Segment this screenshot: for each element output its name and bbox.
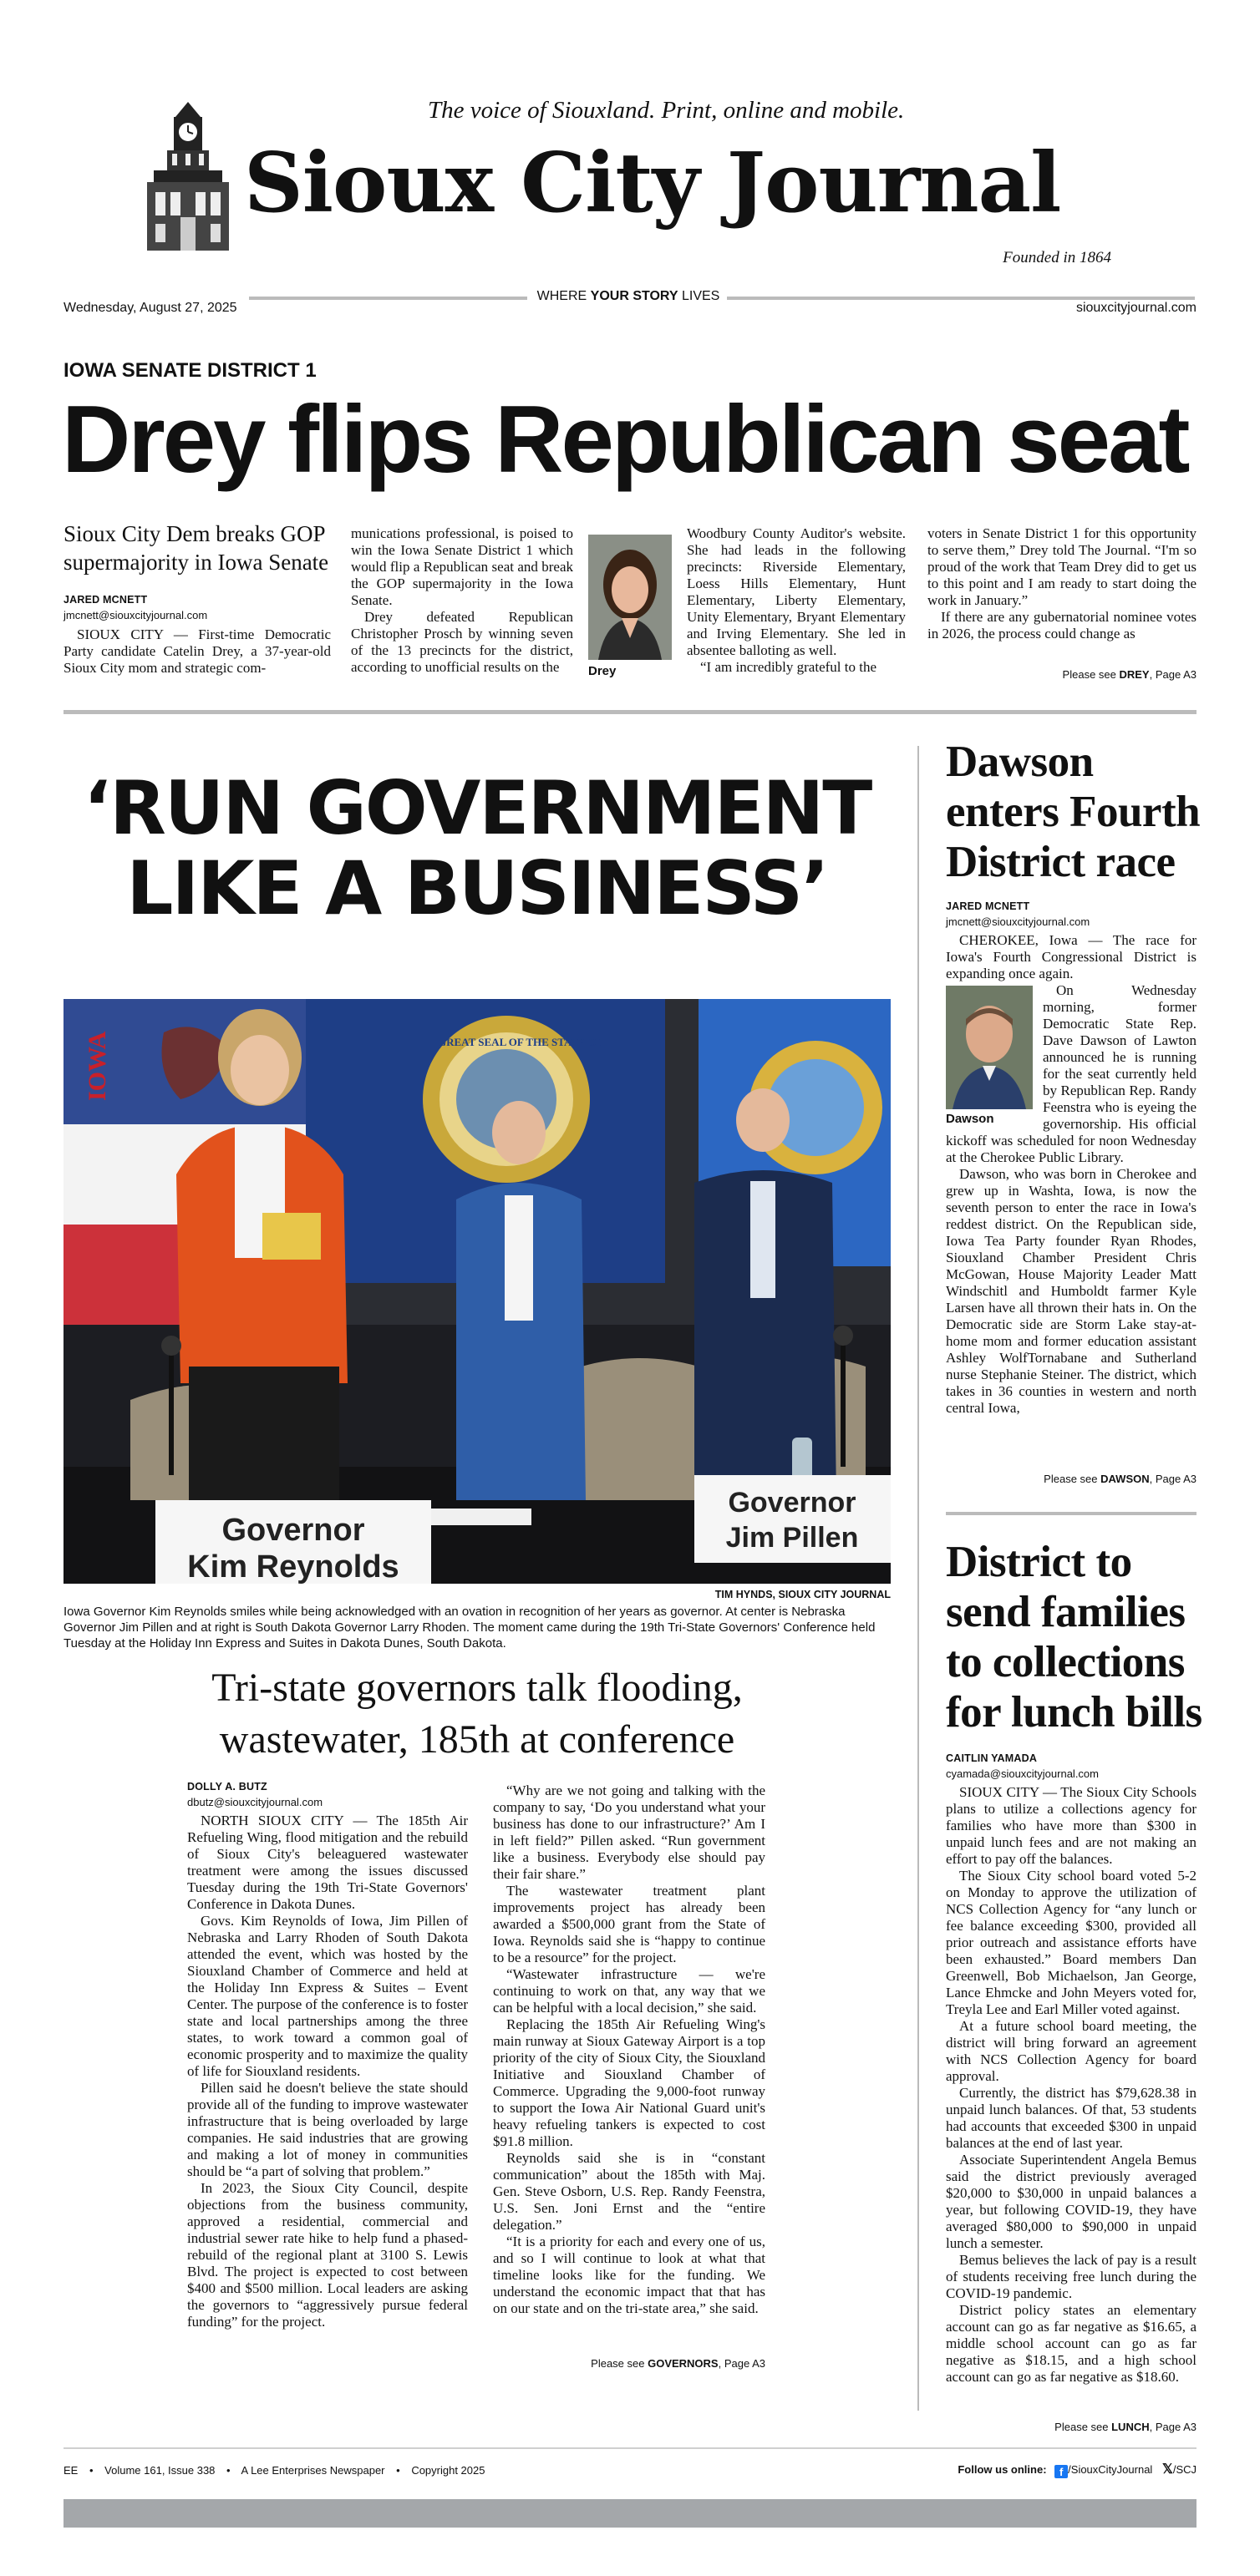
slogan-pre: WHERE [536,289,591,303]
paragraph: The Sioux City school board voted 5-2 on Monday to approve the utilization of NCS Collection Agency for “any lunch or fee balance exceeding $300, provided all prior outreach and assistance efforts have been exhausted.” Board members Dan Greenwell, Bob Michaelson, Jan George, Lance Ehmcke and John Meyers voted for, Treyla Lee and Earl Miller voted against. [946,1868,1196,2017]
paragraph: Currently, the district has $79,628.38 in unpaid lunch balances. Of that, 53 students had accounts that exceeded $300 in unpaid balances at the end of last year. [946,2085,1196,2151]
paragraph: “Wastewater infrastructure — we're continuing to work on that, any way that we can be helpful with a local decision,” she said. [493,1966,765,2016]
jump-bold: LUNCH [1111,2421,1150,2433]
x-link[interactable] [1162,2463,1196,2476]
copyright: Copyright 2025 [411,2464,485,2477]
dawson-photo-wrap [946,986,1034,1128]
slogan-post: LIVES [678,289,720,303]
main-subhead[interactable] [64,1662,891,1766]
sidebar2-headline[interactable]: District to send families to collections for lunch bills [946,1538,1202,1737]
paragraph: SIOUX CITY — The Sioux City Schools plans to utilize a collections agency for families who have more than $300 in unpaid lunch fees and are not making an effort to pay off the balances. [946,1784,1196,1867]
masthead-title: Sioux City Journal [244,135,1061,231]
placard-left-line1: Governor [221,1513,365,1548]
footer-rule [64,2447,1196,2449]
paragraph: If there are any gubernatorial nominee votes in 2026, the process could change as [927,609,1196,641]
iowa-flag-text: IOWA [84,1031,111,1101]
jump-pre: Please see [591,2357,648,2370]
jump-bold: DAWSON [1100,1473,1150,1485]
paragraph: CHEROKEE, Iowa — The race for Iowa's Fourth Congressional District is expanding once again. [946,932,1196,981]
main-byline: DOLLY A. BUTZ [187,1781,267,1793]
publisher: A Lee Enterprises Newspaper [241,2464,385,2477]
clock-tower-logo [142,100,234,251]
paragraph: Pillen said he doesn't believe the state should provide all of the funding to improve wastewater infrastructure that is being overloaded by large companies. He said industries that are growing and making a lot of money in communities should be “a part of solving that problem.” [187,2080,468,2179]
paragraph: NORTH SIOUX CITY — The 185th Air Refueling Wing, flood mitigation and the rebuild of Sioux City's beleaguered wastewater treatment were among the issues discussed Tuesday during the 19th Tri-State Governors' Conference in Dakota Dunes. [187,1813,468,1912]
placard-right-line2: Jim Pillen [725,1522,859,1554]
drey-photo-caption: Drey [588,664,617,678]
masthead-rule-right [727,297,1195,300]
top-story-col4 [927,525,1196,642]
footer-bar [64,2499,1196,2528]
edition-code: EE [64,2464,79,2477]
dateline: Wednesday, August 27, 2025 [64,301,237,315]
paragraph: SIOUX CITY — First-time Democratic Party candidate Catelin Drey, a 37-year-old Sioux City mom and strategic com- [64,626,331,676]
founded-text: Founded in 1864 [1003,249,1111,266]
paragraph: Dawson, who was born in Cherokee and grew up in Washta, Iowa, is now the seventh person to enter the race in Iowa's reddest district. On the Republican side, Iowa Tea Party founder Ryan Rhodes, Siouxland Chamber President Chris McGowan, House Majority Leader Matt Windschitl and Humboldt farmer Kyle Larsen have all thrown their hats in. On the Democratic side are Storm Lake stay-at-home mom and former education assistant Ashley WolfTornabane and Sutherland nurse Stephanie Steiner. The district, which takes in 36 counties in western and north central Iowa, [946,1166,1196,1416]
main-email: dbutz@siouxcityjournal.com [187,1796,323,1808]
main-subhead-line1: Tri-state governors talk flooding, [211,1666,743,1710]
main-col2 [493,1782,765,2317]
volume-issue: Volume 161, Issue 338 [104,2464,216,2477]
jump-bold: DREY [1119,668,1150,681]
sidebar1-email: jmcnett@siouxcityjournal.com [946,915,1090,928]
top-story-headline[interactable]: Drey flips Republican seat [62,387,1188,493]
main-photo-caption: Iowa Governor Kim Reynolds smiles while being acknowledged with an ovation in recognition of her years as governor. At center is Nebraska Governor Jim Pillen and at right is South Dakota Governor Larry Rhoden. The moment came during the 19th Tri-State Governors' Conference held Tuesday at the Holiday Inn Express and Suites in Dakota Dunes, South Dakota. [64,1605,876,1651]
facebook-link[interactable] [1054,2463,1156,2476]
jump-post: , Page A3 [1149,2421,1196,2433]
top-story-col1 [64,626,331,677]
paragraph: Woodbury County Auditor's website. She had leads in the following precincts: Riverside Elementary, Loess Hills Elementary, Hunt Elementary, Liberty Elementary, Unity Elementary, Bryant Elementary and Irving Elementary. She led in absentee balloting as well. [687,525,906,658]
main-col1 [187,1813,468,2330]
x-icon: 𝕏 [1161,2462,1173,2477]
jump-post: , Page A3 [1149,668,1196,681]
top-story-email: jmcnett@siouxcityjournal.com [64,609,208,621]
masthead-rule-left [249,297,527,300]
jump-post: , Page A3 [718,2357,765,2370]
paragraph: Reynolds said she is in “constant communication” about the 185th with Maj. Gen. Steve Osborn, U.S. Rep. Randy Feenstra, U.S. Sen. Joni Ernst and the “entire delegation.” [493,2150,765,2233]
slogan-bold: YOUR STORY [590,289,678,303]
sidebar-divider [946,1512,1196,1515]
sidebar1-jump[interactable] [946,1473,1196,1485]
paragraph: In 2023, the Sioux City Council, despite objections from the business community, approved a residential, commercial and industrial sewer rate hike to help fund a phased-rebuild of the regional plant at 3100 S. Lewis Blvd. The project is expected to cost between $400 and $500 million. Local leaders are asking the governors to “aggressively pursue federal funding” for the project. [187,2180,468,2330]
top-story-col2 [351,525,573,676]
paragraph: District policy states an elementary account can go as far negative as $16.65, a middle school account can go as far negative as $18.15, and a high school account can go as far negative as $18.60. [946,2302,1196,2385]
top-story-jump[interactable] [986,668,1196,681]
jump-pre: Please see [1062,668,1120,681]
paragraph: The wastewater treatment plant improvements project has already been awarded a $500,000 grant from the State of Iowa. Reynolds said she is “happy to continue to be a resource” for the project. [493,1883,765,1965]
follow-label: Follow us online: [958,2463,1047,2476]
top-story-byline: JARED MCNETT [64,594,148,606]
sidebar1-byline: JARED MCNETT [946,900,1030,912]
section-divider [64,710,1196,714]
paragraph: Associate Superintendent Angela Bemus said the district previously averaged $20,000 to $30,000 in unpaid balances a year, but following COVID-19, they have averaged $80,000 to $90,000 in unpaid lunch a semester. [946,2152,1196,2251]
sidebar1-body [946,932,1196,1417]
paragraph: “I am incredibly grateful to the [700,659,876,675]
jump-post: , Page A3 [1149,1473,1196,1485]
drey-headshot [588,535,672,660]
main-headline-line1: ‘RUN GOVERNMENT [83,765,871,851]
jump-bold: GOVERNORS [648,2357,719,2370]
x-handle: /SCJ [1172,2463,1196,2476]
masthead [0,0,1260,317]
slogan [531,289,725,304]
jump-pre: Please see [1054,2421,1112,2433]
main-subhead-line2: wastewater, 185th at conference [219,1717,735,1762]
tagline: The voice of Siouxland. Print, online and mobile. [428,97,905,124]
paragraph: voters in Senate District 1 for this opportunity to serve them,” Drey told The Journal. “I'm so proud of the work that Team Drey did to get us to this point and I am ready to start doing the work in January.” [927,525,1196,608]
main-headline-line2: LIKE A BUSINESS’ [126,845,828,931]
main-photo [64,999,891,1584]
paragraph: Drey defeated Republican Christopher Prosch by winning seven of the 13 precincts for the district, according to unofficial results on the [351,609,573,675]
seal-text: GREAT SEAL OF THE STATE OF [438,1036,604,1048]
jump-pre: Please see [1044,1473,1101,1485]
placard-left-line2: Kim Reynolds [187,1549,399,1584]
dawson-photo-caption: Dawson [946,1112,994,1126]
top-story-kicker: IOWA SENATE DISTRICT 1 [64,359,317,382]
paragraph: Bemus believes the lack of pay is a result of students receiving free lunch during the COVID-19 pandemic. [946,2252,1196,2301]
social-links [946,2461,1196,2478]
placard-right-line1: Governor [728,1487,856,1519]
paragraph: “Why are we not going and talking with the company to say, ‘Do you understand what your business has done to our infrastructure?’ Am I in left field?” Pillen asked. “Run government like a business. Everybody else should pay their fair share.” [493,1782,765,1882]
footer-info: EE • Volume 161, Issue 338 • A Lee Enterprises Newspaper • Copyright 2025 [64,2464,485,2477]
facebook-handle: /SiouxCityJournal [1068,2463,1153,2476]
sidebar2-byline: CAITLIN YAMADA [946,1752,1038,1764]
paragraph: At a future school board meeting, the district will bring forward an agreement with NCS Collection Agency for board approval. [946,2018,1196,2084]
sidebar1-headline[interactable]: Dawson enters Fourth District race [946,738,1201,886]
sidebar2-jump[interactable] [946,2421,1196,2433]
paragraph: munications professional, is poised to win the Iowa Senate District 1 which would flip a Republican seat and break the GOP supermajority in the Iowa Senate. [351,525,573,608]
column-divider [917,746,919,2411]
top-story-deck: Sioux City Dem breaks GOP supermajority in Iowa Senate [64,521,329,575]
paragraph: “It is a priority for each and every one of us, and so I will continue to look at what that timeline looks like for the funding. We understand the economic impact that that has on our state and on the tri-state area,” she said. [493,2234,765,2316]
dawson-headshot [946,986,1033,1109]
paragraph: On Wednesday morning, former Democratic State Rep. Dave Dawson of Lawton announced he is running for the seat currently held by Republican Rep. Randy Feenstra who is eyeing the governorship. His official kickoff was scheduled for noon Wednesday at the Cherokee Public Library. [946,982,1196,1165]
main-headline[interactable] [64,765,891,931]
sidebar2-email: cyamada@siouxcityjournal.com [946,1767,1099,1780]
main-photo-credit: TIM HYNDS, SIOUX CITY JOURNAL [714,1589,891,1600]
paragraph: Govs. Kim Reynolds of Iowa, Jim Pillen of Nebraska and Larry Rhoden of South Dakota attended the event, which was hosted by the Siouxland Chamber of Commerce and held at the Holiday Inn Express & Suites – Event Center. The purpose of the conference is to foster state and local partnerships among the three states, to work toward a common goal of economic prosperity and to maximize the quality of life for Siouxland residents. [187,1913,468,2079]
sidebar2-body [946,1784,1196,2386]
website-link[interactable]: siouxcityjournal.com [1075,301,1196,315]
top-story-col3 [687,525,906,676]
facebook-icon: f [1054,2465,1068,2478]
paragraph: Replacing the 185th Air Refueling Wing's main runway at Sioux Gateway Airport is a top priority of the city of Sioux City, the Siouxland Initiative and Siouxland Chamber of Commerce. Upgrading the 9,000-foot runway to support the Iowa Air National Guard unit's heavy refueling tankers is expected to cost $91.8 million. [493,2016,765,2149]
main-story-jump[interactable] [535,2357,765,2370]
